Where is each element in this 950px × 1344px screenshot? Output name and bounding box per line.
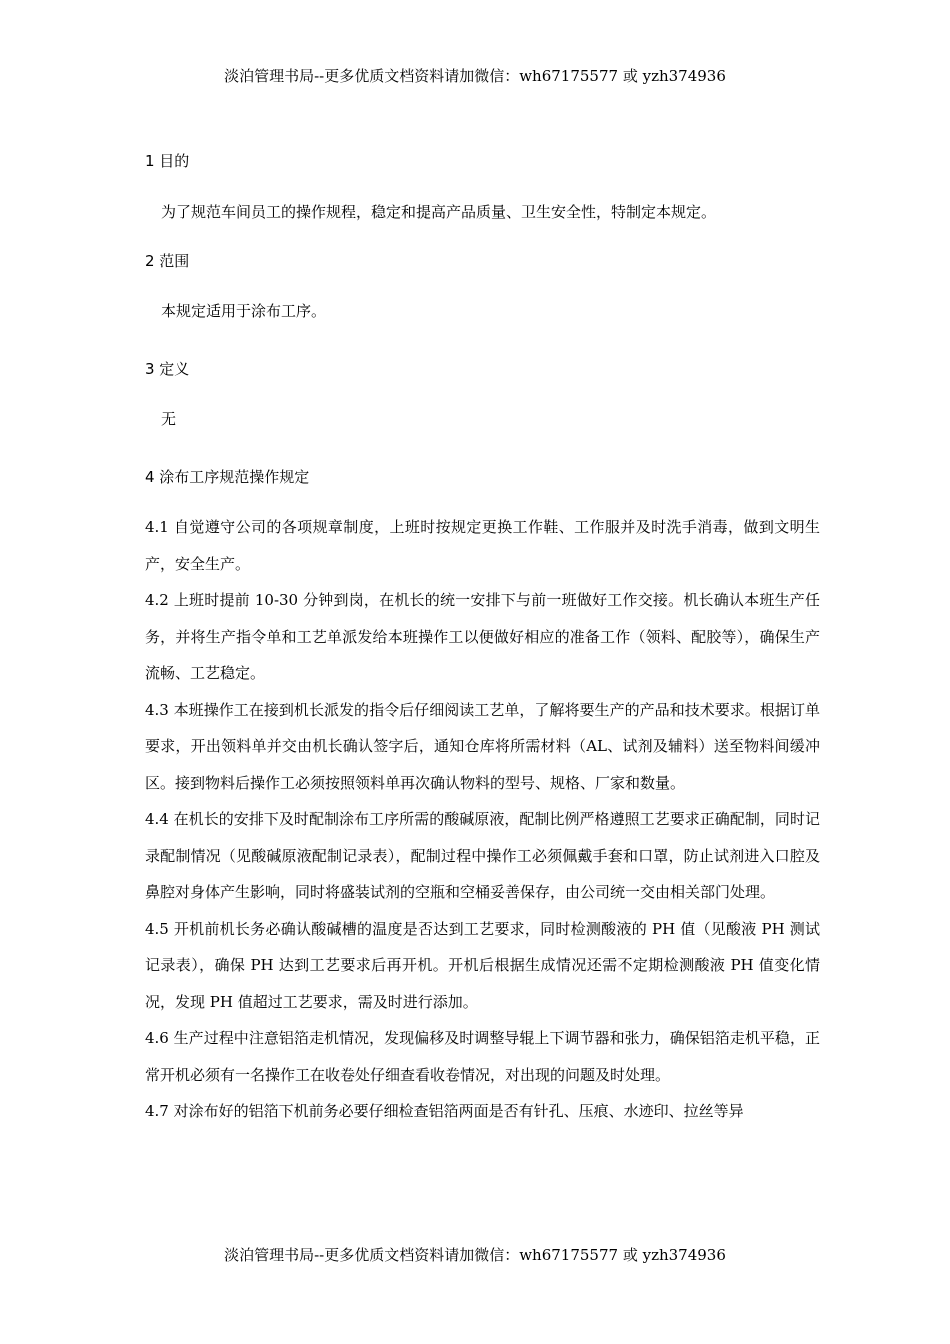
page-header: 淡泊管理书局--更多优质文档资料请加微信：wh67175577 或 yzh374936: [224, 67, 726, 85]
list-item: 4.3 本班操作工在接到机长派发的指令后仔细阅读工艺单，了解将要生产的产品和技术要求。根据订单要求，开出领料单并交由机长确认签字后，通知仓库将所需材料（AL、试剂及辅料）送至物料间缓冲区。接到物料后操作工必须按照领料单再次确认物料的型号、规格、厂家和数量。: [145, 700, 820, 792]
list-item: 4.5 开机前机长务必确认酸碱槽的温度是否达到工艺要求，同时检测酸液的 PH 值（见酸液 PH 测试记录表），确保 PH 达到工艺要求后再开机。开机后根据生成情况还需不定期检测酸液 PH 值变化情况，发现 PH 值超过工艺要求，需及时进行添加。: [145, 919, 820, 1011]
section-1-heading: 1 目的: [145, 152, 190, 170]
list-item: 4.7 对涂布好的铝箔下机前务必要仔细检查铝箔两面是否有针孔、压痕、水迹印、拉丝等异: [145, 1102, 744, 1120]
section-4-items: [145, 509, 820, 1130]
section-4-heading: 4 涂布工序规范操作规定: [145, 468, 310, 486]
list-item: 4.1 自觉遵守公司的各项规章制度，上班时按规定更换工作鞋、工作服并及时洗手消毒，做到文明生产，安全生产。: [145, 518, 820, 573]
section-3-heading: 3 定义: [145, 360, 190, 378]
page-footer: 淡泊管理书局--更多优质文档资料请加微信：wh67175577 或 yzh374936: [224, 1246, 726, 1264]
list-item: 4.4 在机长的安排下及时配制涂布工序所需的酸碱原液，配制比例严格遵照工艺要求正确配制，同时记录配制情况（见酸碱原液配制记录表），配制过程中操作工必须佩戴手套和口罩，防止试剂进入口腔及鼻腔对身体产生影响，同时将盛装试剂的空瓶和空桶妥善保存，由公司统一交由相关部门处理。: [145, 810, 820, 901]
list-item: 4.6 生产过程中注意铝箔走机情况，发现偏移及时调整导辊上下调节器和张力，确保铝箔走机平稳，正常开机必须有一名操作工在收卷处仔细查看收卷情况，对出现的问题及时处理。: [145, 1029, 820, 1084]
section-2-text: 本规定适用于涂布工序。: [161, 302, 327, 320]
section-2-heading: 2 范围: [145, 252, 190, 270]
section-3-text: 无: [161, 410, 177, 428]
list-item: 4.2 上班时提前 10-30 分钟到岗，在机长的统一安排下与前一班做好工作交接。机长确认本班生产任务，并将生产指令单和工艺单派发给本班操作工以便做好相应的准备工作（领料、配胶等），确保生产流畅、工艺稳定。: [145, 591, 820, 682]
section-1-text: 为了规范车间员工的操作规程，稳定和提高产品质量、卫生安全性，特制定本规定。: [161, 203, 717, 221]
